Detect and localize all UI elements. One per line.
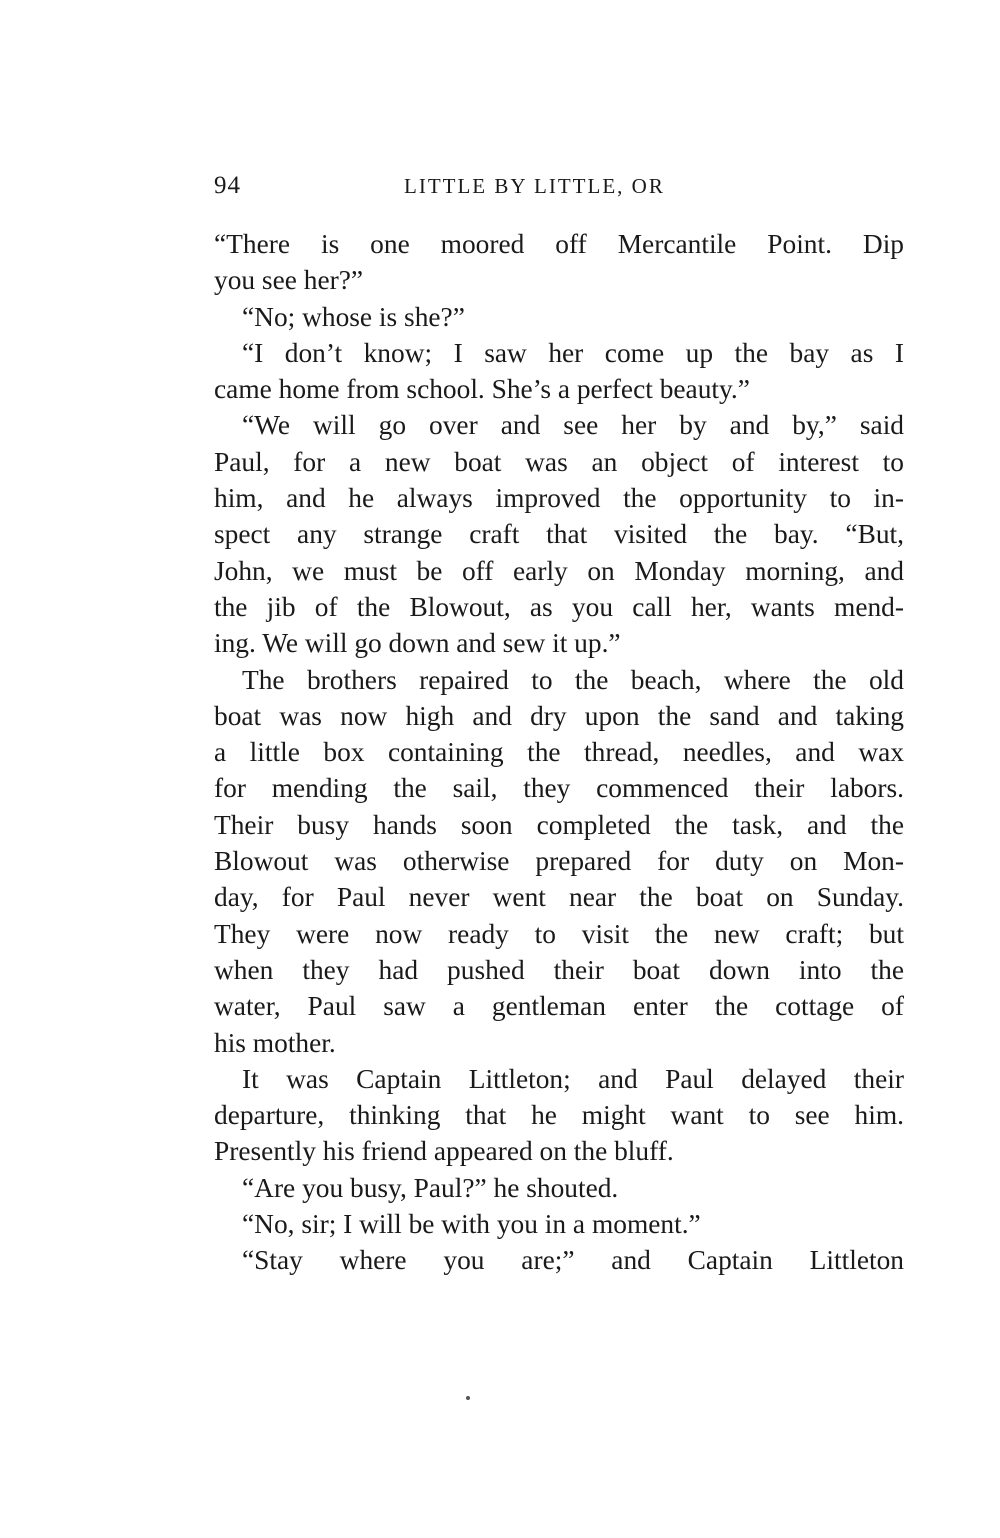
text-line: “There is one moored off Mercantile Point. Dip — [214, 229, 904, 259]
text-line: came home from school. She’s a perfect beauty.” — [214, 374, 750, 405]
page-number: 94 — [214, 172, 241, 199]
text-line: They were now ready to visit the new craft; but — [214, 918, 904, 949]
text-line: for mending the sail, they commenced their labors. — [214, 773, 904, 804]
text-line: The brothers repaired to the beach, where the old — [242, 664, 904, 695]
text-line: his mother. — [214, 1027, 336, 1058]
running-title: LITTLE BY LITTLE, OR — [404, 174, 665, 198]
text-line: “We will go over and see her by and by,” said — [242, 410, 904, 441]
text-line: the jib of the Blowout, as you call her, wants mend- — [214, 591, 904, 622]
text-line: boat was now high and dry upon the sand and taking — [214, 700, 904, 731]
page-header — [214, 172, 904, 206]
text-line: spect any strange craft that visited the bay. “But, — [214, 519, 904, 550]
text-line: water, Paul saw a gentleman enter the cottage of — [214, 991, 904, 1022]
text-line: you see her?” — [214, 265, 364, 296]
text-line: “I don’t know; I saw her come up the bay as I — [242, 337, 904, 368]
text-line: day, for Paul never went near the boat on Sunday. — [214, 882, 904, 913]
text-line: a little box containing the thread, needles, and wax — [214, 737, 904, 768]
text-line: Paul, for a new boat was an object of interest to — [214, 446, 904, 477]
text-line: “Are you busy, Paul?” he shouted. — [242, 1172, 619, 1203]
text-line: departure, thinking that he might want to see him. — [214, 1100, 904, 1131]
margin-smudge — [156, 580, 164, 602]
ink-speck — [466, 1396, 470, 1400]
text-line: ing. We will go down and sew it up.” — [214, 628, 621, 659]
text-line: him, and he always improved the opportunity to in- — [214, 483, 904, 514]
body-text — [214, 226, 904, 1279]
text-line: “No, sir; I will be with you in a moment.” — [242, 1209, 701, 1240]
text-line: Blowout was otherwise prepared for duty on Mon- — [214, 846, 904, 877]
text-line: “No; whose is she?” — [242, 301, 465, 332]
text-line: Their busy hands soon completed the task, and the — [214, 809, 904, 840]
text-line: John, we must be off early on Monday morning, and — [214, 555, 904, 586]
text-line: when they had pushed their boat down into the — [214, 954, 904, 985]
text-line: Presently his friend appeared on the bluff. — [214, 1136, 674, 1167]
text-line: “Stay where you are;” and Captain Littleton — [242, 1245, 904, 1276]
text-line: It was Captain Littleton; and Paul delayed their — [242, 1063, 904, 1094]
